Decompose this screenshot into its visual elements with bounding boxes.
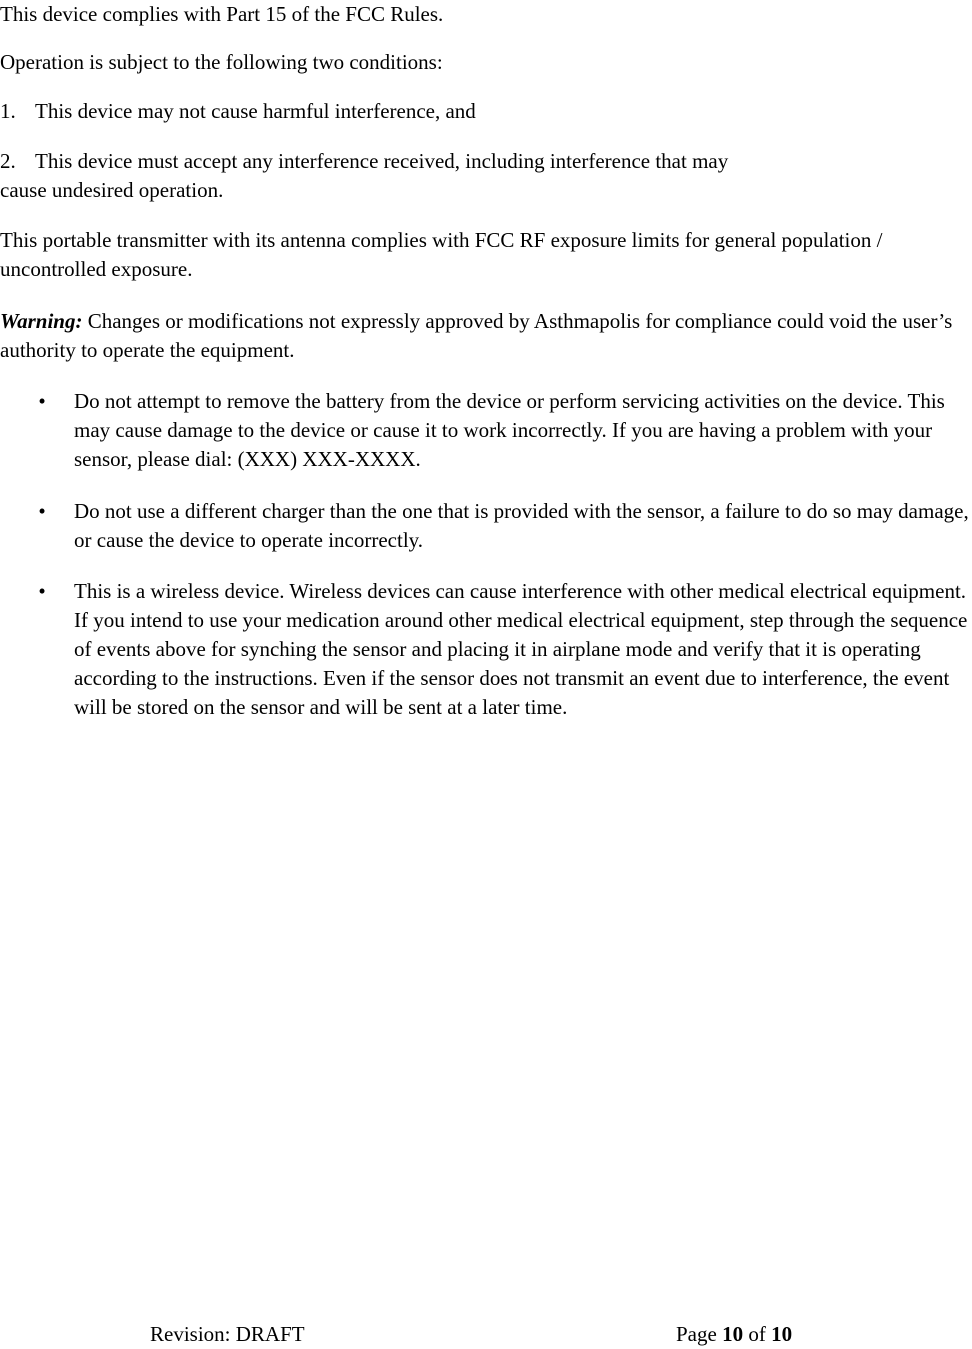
condition-item-1 [0,97,968,126]
page-footer [0,1320,972,1349]
bullet-text: This is a wireless device. Wireless devices can cause interference with other medical electrical equipment. If you intend to use your medication around other medical electrical equipment, step through the sequence of events above for synching the sensor and placing it in airplane mode and verify that it is operating according to the instructions. Even if the sensor does not transmit an event due to interference, the event will be stored on the sensor and will be sent at a later time. [74,579,968,719]
revision-label: Revision: DRAFT [150,1322,305,1346]
bullet-item-wireless [0,577,972,722]
condition-text: This device may not cause harmful interference, and [35,99,476,123]
conditions-intro: Operation is subject to the following two conditions: [0,50,443,74]
bullet-item-battery [0,387,972,474]
bullet-item-charger [0,497,972,555]
page-total: 10 [771,1322,793,1346]
page-label: Page [676,1322,723,1346]
bullet-text: Do not attempt to remove the battery from the device or perform servicing activities on the device. This may cause damage to the device or cause it to work incorrectly. If you are having a problem with your sensor, please dial: (XXX) XXX-XXXX. [74,389,945,471]
condition-number: 1. [0,99,16,123]
page-of: of [743,1322,772,1346]
bullet-icon: • [38,579,46,603]
page-number [676,1320,792,1349]
rf-exposure-statement: This portable transmitter with its antenna complies with FCC RF exposure limits for general population / uncontrolled exposure. [0,228,883,281]
warning-label: Warning: [0,309,83,333]
condition-number: 2. [0,149,16,173]
warning-text: Changes or modifications not expressly approved by Asthmapolis for compliance could void the user’s authority to operate the equipment. [0,309,953,362]
page-current: 10 [722,1322,744,1346]
condition-item-2 [0,147,968,205]
condition-text: This device must accept any interference received, including interference that may [35,149,729,173]
warning-paragraph [0,307,968,365]
fcc-part15-statement: This device complies with Part 15 of the FCC Rules. [0,2,444,26]
condition-text-continued: cause undesired operation. [0,178,224,202]
bullet-icon: • [38,389,46,413]
bullet-text: Do not use a different charger than the one that is provided with the sensor, a failure to do so may damage, or cause the device to operate incorrectly. [74,499,969,552]
bullet-icon: • [38,499,46,523]
